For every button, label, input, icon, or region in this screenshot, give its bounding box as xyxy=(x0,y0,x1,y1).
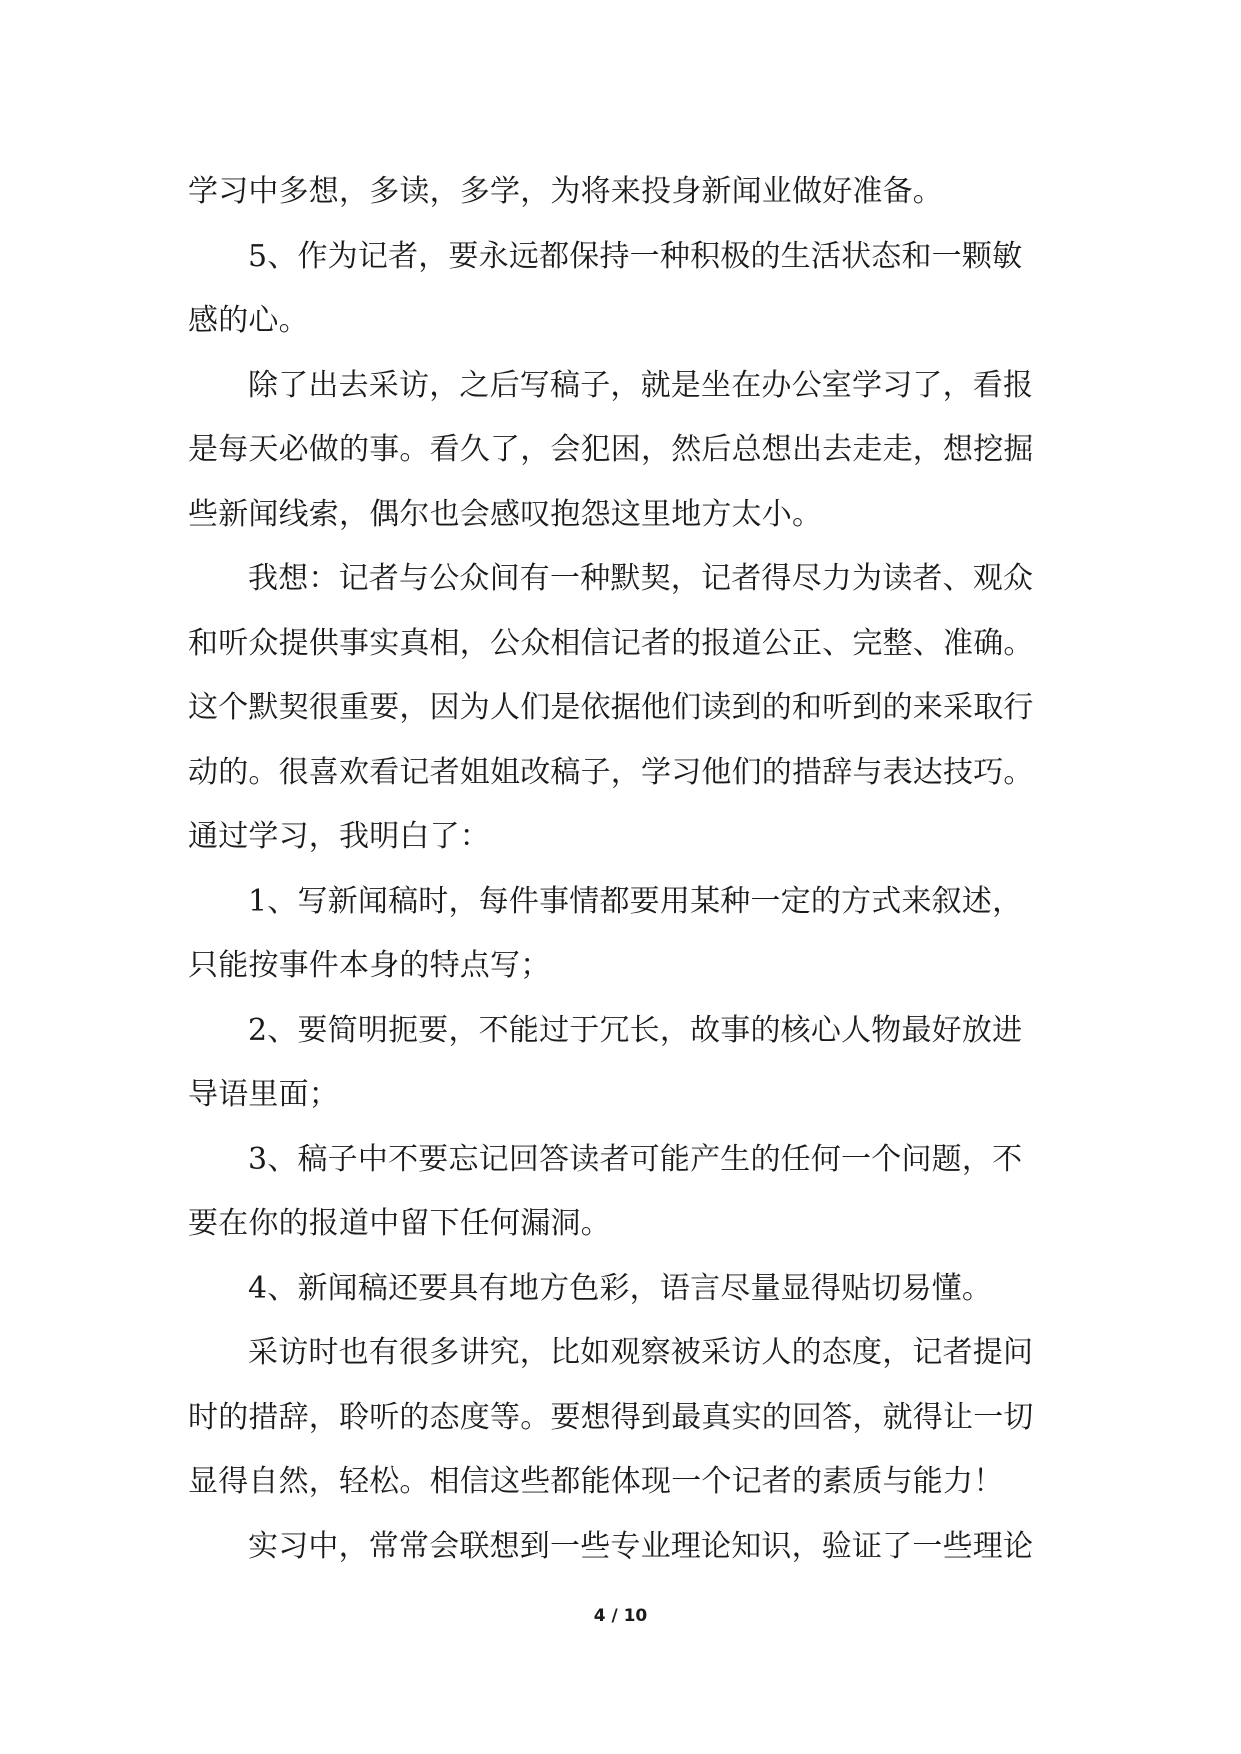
text-line: 3、稿子中不要忘记回答读者可能产生的任何一个问题，不 xyxy=(248,1141,1023,1177)
text-line: 学习中多想，多读，多学，为将来投身新闻业做好准备。 xyxy=(188,174,943,209)
text-line: 导语里面； xyxy=(188,1077,339,1112)
text-line: 我想：记者与公众间有一种默契，记者得尽力为读者、观众 xyxy=(248,561,1034,596)
page-number: 4 / 10 xyxy=(593,1606,648,1626)
text-line: 4、新闻稿还要具有地方色彩，语言尽量显得贴切易懂。 xyxy=(248,1270,993,1306)
text-line: 只能按事件本身的特点写； xyxy=(188,948,551,983)
text-line: 这个默契很重要，因为人们是依据他们读到的和听到的来采取行 xyxy=(188,690,1034,725)
text-line: 些新闻线索，偶尔也会感叹抱怨这里地方太小。 xyxy=(188,496,823,532)
text-line: 1、写新闻稿时，每件事情都要用某种一定的方式来叙述， xyxy=(248,883,1023,919)
text-line: 采访时也有很多讲究，比如观察被采访人的态度，记者提问 xyxy=(248,1335,1034,1370)
text-line: 是每天必做的事。看久了，会犯困，然后总想出去走走，想挖掘 xyxy=(188,432,1034,467)
text-line: 显得自然，轻松。相信这些都能体现一个记者的素质与能力！ xyxy=(188,1464,1004,1499)
text-line: 动的。很喜欢看记者姐姐改稿子，学习他们的措辞与表达技巧。 xyxy=(188,754,1034,790)
text-line: 时的措辞，聆听的态度等。要想得到最真实的回答，就得让一切 xyxy=(188,1399,1034,1435)
document-body xyxy=(188,160,1063,1579)
text-line: 2、要简明扼要，不能过于冗长，故事的核心人物最好放进 xyxy=(248,1012,1023,1048)
text-line: 除了出去采访，之后写稿子，就是坐在办公室学习了，看报 xyxy=(248,367,1034,403)
text-line: 要在你的报道中留下任何漏洞。 xyxy=(188,1206,611,1241)
text-line: 和听众提供事实真相，公众相信记者的报道公正、完整、准确。 xyxy=(188,625,1034,661)
text-line: 5、作为记者，要永远都保持一种积极的生活状态和一颗敏 xyxy=(248,238,1023,274)
text-line: 通过学习，我明白了： xyxy=(188,819,490,854)
text-line: 感的心。 xyxy=(188,303,309,338)
text-line: 实习中，常常会联想到一些专业理论知识，验证了一些理论 xyxy=(248,1528,1034,1564)
